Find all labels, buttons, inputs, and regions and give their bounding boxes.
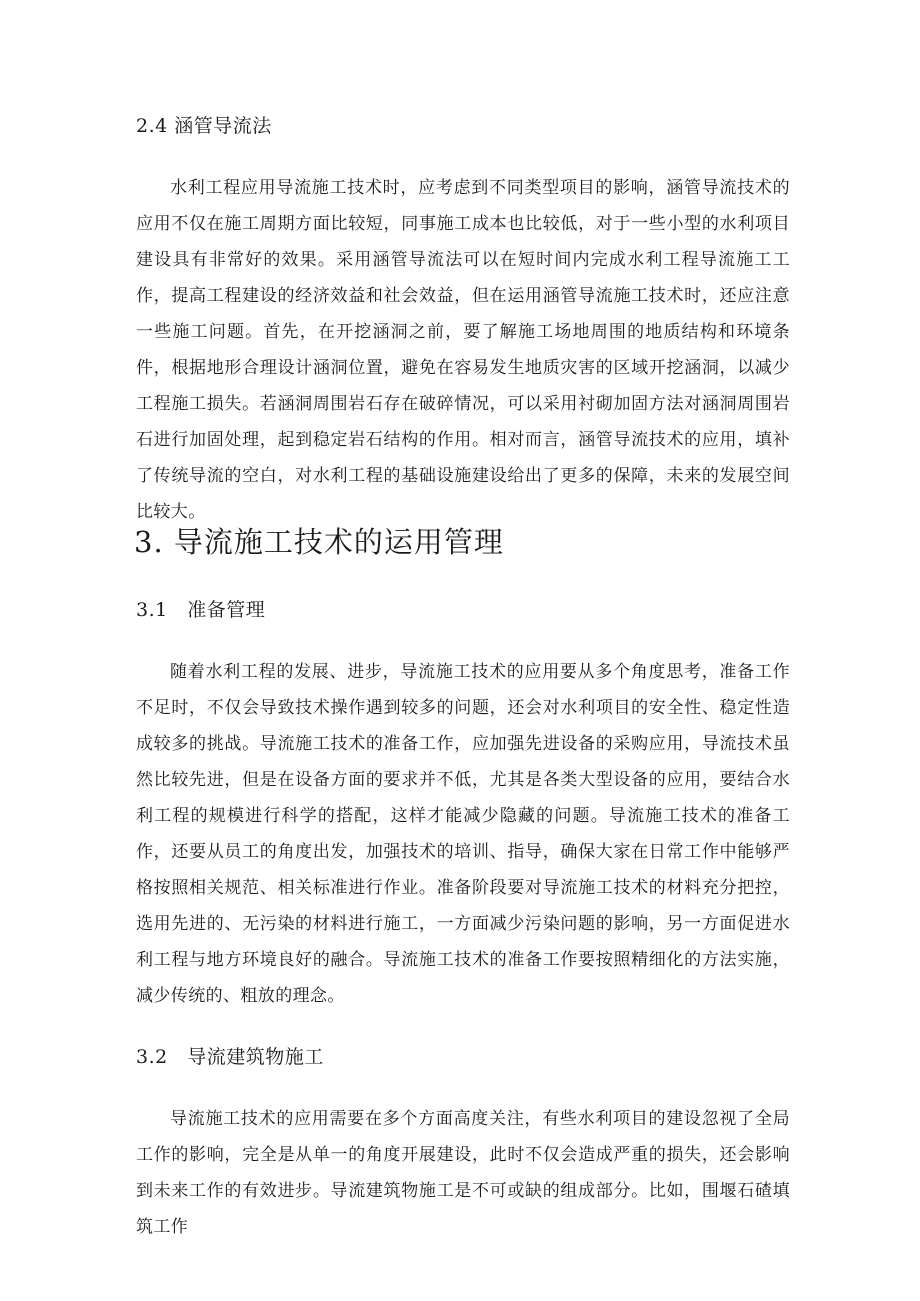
section-3-1-paragraph: 随着水利工程的发展、进步，导流施工技术的应用要从多个角度思考，准备工作不足时，不仅会导致技术操作遇到较多的问题，还会对水利项目的安全性、稳定性造成较多的挑战。导流施工技术的准备工作，应加强先进设备的采购应用，导流技术虽然比较先进，但是在设备方面的要求并不低，尤其是各类大型设备的应用，要结合水利工程的规模进行科学的搭配，这样才能减少隐藏的问题。导流施工技术的准备工作，还要从员工的角度出发，加强技术的培训、指导，确保大家在日常工作中能够严格按照相关规范、相关标准进行作业。准备阶段要对导流施工技术的材料充分把控，选用先进的、无污染的材料进行施工，一方面减少污染问题的影响，另一方面促进水利工程与地方环境良好的融合。导流施工技术的准备工作要按照精细化的方法实施，减少传统的、粗放的理念。 — [136, 662, 790, 1006]
section-3-1-heading: 3.1 准备管理 — [136, 599, 266, 621]
section-2-4-paragraph: 水利工程应用导流施工技术时，应考虑到不同类型项目的影响，涵管导流技术的应用不仅在施工周期方面比较短，同事施工成本也比较低，对于一些小型的水利项目建设具有非常好的效果。采用涵管导流法可以在短时间内完成水利工程导流施工工作，提高工程建设的经济效益和社会效益，但在运用涵管导流施工技术时，还应注意一些施工问题。首先，在开挖涵洞之前，要了解施工场地周围的地质结构和环境条件，根据地形合理设计涵洞位置，避免在容易发生地质灾害的区域开挖涵洞，以减少工程施工损失。若涵洞周围岩石存在破碎情况，可以采用衬砌加固方法对涵洞周围岩石进行加固处理，起到稳定岩石结构的作用。相对而言，涵管导流技术的应用，填补了传统导流的空白，对水利工程的基础设施建设给出了更多的保障，未来的发展空间比较大。 — [136, 178, 790, 522]
section-2-4-heading: 2.4 涵管导流法 — [136, 115, 272, 137]
section-3-2-heading: 3.2 导流建筑物施工 — [136, 1046, 324, 1068]
section-3-heading: 3. 导流施工技术的运用管理 — [134, 525, 504, 559]
section-3-2-paragraph: 导流施工技术的应用需要在多个方面高度关注，有些水利项目的建设忽视了全局工作的影响，完全是从单一的角度开展建设，此时不仅会造成严重的损失，还会影响到未来工作的有效进步。导流建筑物施工是不可或缺的组成部分。比如，围堰石碴填筑工作 — [136, 1109, 790, 1237]
